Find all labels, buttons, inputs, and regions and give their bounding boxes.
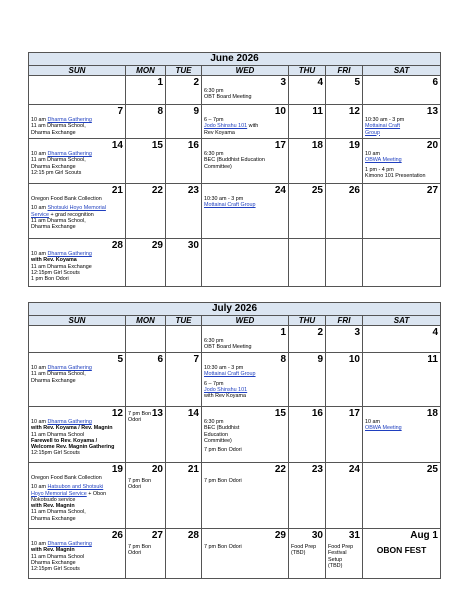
shotsuki-hoyo-memorial-service-link[interactable]: Shotsuki Hoyo Memorial Service — [31, 205, 106, 218]
day-number: 13 — [426, 106, 439, 117]
dharma-gathering-link[interactable]: Dharma Gathering — [47, 117, 92, 123]
event-text: 10 am — [31, 541, 48, 547]
day-number: 21 — [187, 464, 199, 475]
day-cell — [289, 76, 326, 105]
day-cell-empty — [363, 239, 441, 287]
day-number: 5 — [117, 354, 123, 365]
weekday-tue: TUE — [166, 316, 202, 326]
event-text: Oregon Food Bank Collection — [31, 475, 102, 481]
day-cell — [126, 105, 166, 139]
day-number: 25 — [426, 464, 438, 475]
day-number: 2 — [317, 327, 323, 338]
day-number: 16 — [311, 408, 323, 419]
day-number: 3 — [354, 327, 360, 338]
event-text: 6:30 pm OBT Board Meeting — [204, 338, 252, 351]
day-cell — [363, 76, 441, 105]
day-cell — [126, 463, 166, 529]
event-text: 11 am Dharma School, Dharma Exchange — [31, 371, 86, 384]
day-cell — [202, 139, 289, 184]
weekday-wed: WED — [202, 316, 289, 326]
day-cell — [126, 139, 166, 184]
event-text: Oregon Food Bank Collection — [31, 196, 102, 202]
event-text: Farewell to Rev. Koyama / Welcome Rev. Magnin Gathering — [31, 437, 115, 451]
day-number: 20 — [151, 464, 163, 475]
day-cell — [289, 407, 326, 463]
day-cell — [166, 184, 202, 239]
day-cell — [202, 105, 289, 139]
day-cell — [166, 407, 202, 463]
day-number: 3 — [280, 77, 286, 88]
day-cell — [289, 326, 326, 353]
day-number: 23 — [311, 464, 323, 475]
day-cell — [29, 239, 126, 287]
event-text: 6 – 7pm — [204, 117, 224, 123]
dharma-gathering-link[interactable]: Dharma Gathering — [47, 419, 92, 425]
event-text: 11 am Dharma School, Dharma Exchange — [31, 509, 86, 522]
day-number: 2 — [193, 77, 199, 88]
day-number: 19 — [348, 140, 360, 151]
day-cell — [29, 353, 126, 407]
dharma-gathering-link[interactable]: Dharma Gathering — [47, 251, 92, 257]
day-number: 8 — [157, 106, 163, 117]
mottainai-craft-group-link[interactable]: Mottainai Craft Group — [204, 202, 256, 209]
weekday-wed: WED — [202, 66, 289, 76]
event-text: 11 am Dharma School, Dharma Exchange 12:15 pm Girl Scouts — [31, 157, 86, 176]
day-number: 29 — [151, 240, 163, 251]
obwa-meeting-link[interactable]: OBWA Meeting — [365, 157, 402, 164]
weekday-fri: FRI — [326, 316, 363, 326]
day-cell — [166, 239, 202, 287]
day-cell — [29, 529, 126, 579]
hatsubon-shotsuki-hoyo-memorial-service-link[interactable]: Hatsubon and Shotsuki Hoyo Memorial Service — [31, 484, 104, 497]
day-cell — [289, 105, 326, 139]
event-text: 6:30 pm BEC (Buddhist Education Committee) — [204, 419, 240, 444]
day-number: 30 — [187, 240, 199, 251]
day-number: 1 — [157, 77, 163, 88]
day-number: 21 — [111, 185, 123, 196]
day-cell — [166, 529, 202, 579]
day-number: 1 — [280, 327, 286, 338]
day-cell — [202, 326, 289, 353]
day-number: 11 — [312, 106, 323, 117]
day-number: 6 — [157, 354, 163, 365]
day-cell-empty — [126, 326, 166, 353]
day-number: 12 — [348, 106, 360, 117]
weekday-fri: FRI — [326, 66, 363, 76]
day-cell — [363, 529, 441, 579]
day-cell — [363, 139, 441, 184]
day-number: 25 — [311, 185, 323, 196]
day-number: 31 — [348, 530, 360, 541]
day-number: 27 — [426, 185, 439, 196]
day-cell — [166, 463, 202, 529]
day-number: 22 — [151, 185, 163, 196]
day-cell — [289, 353, 326, 407]
obwa-meeting-link[interactable]: OBWA Meeting — [365, 425, 402, 432]
day-number: 23 — [187, 185, 199, 196]
day-number: 15 — [274, 408, 286, 419]
day-number: 20 — [426, 140, 439, 151]
day-cell — [326, 326, 363, 353]
day-number: 7 — [117, 106, 123, 117]
day-cell — [126, 76, 166, 105]
day-number: 30 — [311, 530, 323, 541]
day-number: 17 — [348, 408, 360, 419]
event-text: 10:30 am - 3 pm — [204, 196, 244, 202]
event-text: 10 am — [31, 419, 48, 425]
july-title: July 2026 — [29, 303, 441, 316]
day-cell — [326, 463, 363, 529]
event-text: 10 am — [31, 251, 48, 257]
event-text: 7 pm Bon Odori — [204, 544, 242, 550]
day-cell — [326, 139, 363, 184]
day-number: 26 — [111, 530, 123, 541]
event-text: 11 am Dharma School Dharma Exchange 12:15pm Girl Scouts — [31, 553, 85, 573]
day-number: 13 — [151, 408, 163, 419]
event-text: 1 pm - 4 pm Kimono 101 Presentation — [365, 166, 426, 179]
event-text: 10 am — [365, 151, 380, 157]
day-cell — [326, 353, 363, 407]
day-number: 12 — [111, 408, 123, 419]
day-cell — [202, 529, 289, 579]
day-cell — [363, 407, 441, 463]
day-cell — [126, 353, 166, 407]
day-number: 15 — [151, 140, 163, 151]
day-number: 4 — [432, 327, 438, 338]
event-text: with Rev. Magnin — [31, 503, 75, 510]
june-title: June 2026 — [29, 53, 441, 66]
day-number: 14 — [187, 408, 199, 419]
weekday-mon: MON — [126, 316, 166, 326]
day-cell — [29, 184, 126, 239]
day-cell — [166, 139, 202, 184]
mottainai-craft-group-link[interactable]: Mottainai Craft Group — [204, 371, 256, 378]
weekday-sun: SUN — [29, 66, 126, 76]
event-text: with Rev Koyama — [204, 393, 246, 400]
day-number: 28 — [111, 240, 123, 251]
event-text: Food Prep (TBD) — [291, 544, 317, 557]
dharma-gathering-link[interactable]: Dharma Gathering — [47, 365, 92, 371]
day-number: 5 — [354, 77, 360, 88]
day-cell — [166, 76, 202, 105]
weekday-sat: SAT — [363, 66, 441, 76]
day-cell — [289, 139, 326, 184]
event-text: 6:30 pm OBT Board Meeting — [204, 88, 252, 101]
day-number: 16 — [187, 140, 199, 151]
event-text: 10 am — [31, 365, 48, 371]
day-cell — [289, 463, 326, 529]
weekday-sun: SUN — [29, 316, 126, 326]
day-number: 26 — [348, 185, 360, 196]
event-text: 10 am — [365, 419, 380, 425]
day-cell — [289, 184, 326, 239]
event-text: with Rev. Koyama — [31, 257, 77, 264]
day-cell-empty — [29, 326, 126, 353]
day-cell — [29, 407, 126, 463]
event-text: 10 am — [31, 151, 48, 157]
day-cell — [326, 407, 363, 463]
day-cell-empty — [326, 239, 363, 287]
event-text: 7 pm Bon Odori — [204, 478, 242, 484]
day-number: 9 — [193, 106, 199, 117]
day-number: 18 — [426, 408, 438, 419]
day-number: 9 — [317, 354, 323, 365]
jodo-shinshu-101-link[interactable]: Jodo Shinshu 101 — [204, 123, 248, 130]
event-text: 11 am Dharma Exchange 12:15pm Girl Scouts 1 pm Bon Odori — [31, 263, 92, 283]
day-number: 27 — [151, 530, 163, 541]
day-cell — [326, 184, 363, 239]
day-cell — [202, 353, 289, 407]
day-cell — [29, 463, 126, 529]
day-number: 7 — [193, 354, 199, 365]
june-calendar — [28, 52, 441, 287]
event-text: 7 pm Bon Odori — [128, 478, 152, 491]
day-cell — [126, 407, 166, 463]
day-cell-empty — [202, 239, 289, 287]
day-cell — [202, 407, 289, 463]
day-number: 6 — [432, 77, 439, 88]
event-text: 11 am Dharma School, Dharma Exchange — [31, 123, 86, 136]
obon-fest-label: OBON FEST — [376, 545, 427, 555]
day-cell — [126, 239, 166, 287]
july-calendar — [28, 302, 441, 579]
day-number: 24 — [274, 185, 286, 196]
event-text: Food Prep Festival Setup (TBD) — [328, 544, 354, 569]
day-cell — [202, 463, 289, 529]
day-cell — [326, 529, 363, 579]
day-cell — [363, 326, 441, 353]
dharma-gathering-link[interactable]: Dharma Gathering — [47, 541, 92, 547]
event-text: 12:15pm Girl Scouts — [31, 450, 80, 457]
event-text: 7 pm Bon Odori — [128, 411, 152, 424]
event-text: 10 am — [31, 117, 48, 123]
day-cell — [166, 353, 202, 407]
day-cell — [202, 184, 289, 239]
day-number: 22 — [274, 464, 286, 475]
jodo-shinshu-101-link[interactable]: Jodo Shinshu 101 — [204, 386, 248, 393]
day-cell — [363, 463, 441, 529]
day-number: 10 — [274, 106, 286, 117]
day-cell-empty — [289, 239, 326, 287]
day-cell — [326, 105, 363, 139]
weekday-tue: TUE — [166, 66, 202, 76]
weekday-thu: THU — [289, 66, 326, 76]
day-number: 11 — [427, 354, 438, 365]
event-text: 6:30 pm BEC (Buddhist Education Committee) — [204, 151, 265, 170]
dharma-gathering-link[interactable]: Dharma Gathering — [47, 151, 92, 157]
day-cell — [126, 529, 166, 579]
event-text: 7 pm Bon Odori — [128, 544, 152, 557]
day-cell — [363, 353, 441, 407]
event-text: with Rev Koyama — [204, 123, 259, 136]
day-cell — [29, 139, 126, 184]
event-text: 11 am Dharma School — [31, 431, 85, 438]
day-number: 14 — [111, 140, 123, 151]
event-text: with Rev. Koyama / Rev. Magnin — [31, 425, 113, 432]
day-number: 28 — [187, 530, 199, 541]
day-cell — [326, 76, 363, 105]
event-text: 6 – 7pm — [204, 380, 224, 387]
day-number: Aug 1 — [410, 530, 438, 541]
event-text: with Rev. Magnin — [31, 547, 75, 554]
day-number: 18 — [311, 140, 323, 151]
day-number: 10 — [348, 354, 360, 365]
day-cell — [202, 76, 289, 105]
event-text: + grad recognition 11 am Dharma School, Dharma Exchange — [31, 211, 94, 231]
day-cell — [363, 184, 441, 239]
day-number: 4 — [317, 77, 323, 88]
event-text: 10:30 am - 3 pm — [365, 117, 405, 123]
event-text: 10 am — [31, 484, 48, 491]
day-cell — [126, 184, 166, 239]
day-cell — [166, 105, 202, 139]
mottainai-craft-group-link[interactable]: Mottainai Craft Group — [365, 123, 401, 136]
weekday-thu: THU — [289, 316, 326, 326]
day-number: 24 — [348, 464, 360, 475]
event-text: 7 pm Bon Odori — [204, 447, 242, 454]
weekday-sat: SAT — [363, 316, 441, 326]
day-number: 17 — [274, 140, 286, 151]
day-number: 8 — [280, 354, 286, 365]
day-cell — [363, 105, 441, 139]
event-text: 10 am — [31, 205, 48, 212]
day-cell — [289, 529, 326, 579]
day-number: 29 — [274, 530, 286, 541]
event-text: + Obon Nokotsudo service — [31, 490, 107, 503]
event-text: 10:30 am - 3 pm — [204, 365, 244, 371]
day-number: 19 — [111, 464, 123, 475]
day-cell-empty — [166, 326, 202, 353]
weekday-mon: MON — [126, 66, 166, 76]
day-cell — [29, 105, 126, 139]
day-cell-empty — [29, 76, 126, 105]
